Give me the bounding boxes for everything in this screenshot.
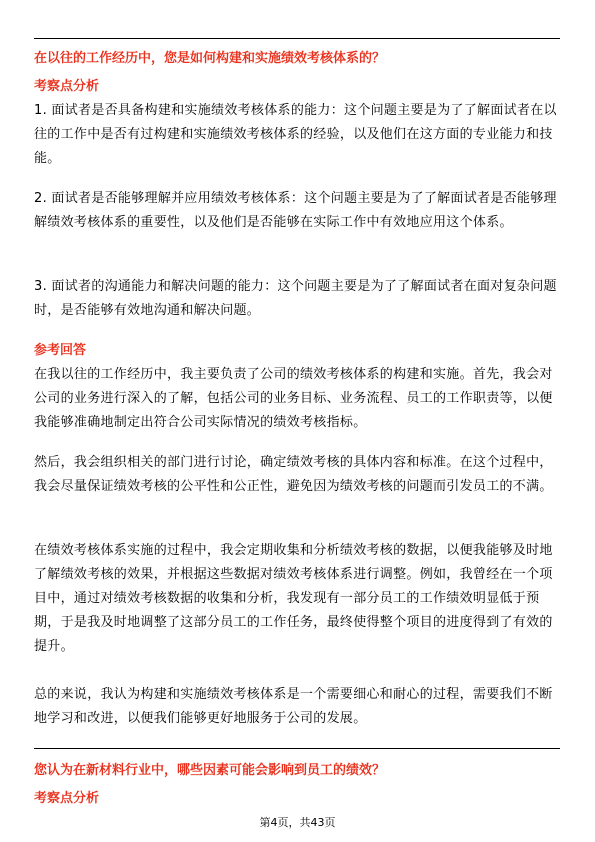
question-1-title: 在以往的工作经历中，您是如何构建和实施绩效考核体系的？ [34,51,386,66]
section-divider [34,748,560,749]
answer-paragraph-4: 总的来说，我认为构建和实施绩效考核体系是一个需要细心和耐心的过程，需要我们不断地学习和改进，以便我们能够更好地服务于公司的发展。 [34,687,553,726]
analysis-item-3: 3. 面试者的沟通能力和解决问题的能力：这个问题主要是为了了解面试者在面对复杂问题时，是否能够有效地沟通和解决问题。 [34,279,557,318]
page-number: 第4页，共43页 [259,816,336,829]
top-divider [34,38,560,39]
analysis-heading-2: 考察点分析 [34,791,100,806]
question-2-title: 您认为在新材料行业中，哪些因素可能会影响到员工的绩效？ [34,763,386,778]
answer-paragraph-1: 在我以往的工作经历中，我主要负责了公司的绩效考核体系的构建和实施。首先，我会对公司的业务进行深入的了解，包括公司的业务目标、业务流程、员工的工作职责等，以便我能够准确地制定出符合公司实际情况的绩效考核指标。 [34,367,553,430]
answer-paragraph-2: 然后，我会组织相关的部门进行讨论，确定绩效考核的具体内容和标准。在这个过程中，我会尽量保证绩效考核的公平性和公正性，避免因为绩效考核的问题而引发员工的不满。 [34,455,553,494]
analysis-heading-1: 考察点分析 [34,79,100,94]
analysis-item-1: 1. 面试者是否具备构建和实施绩效考核体系的能力：这个问题主要是为了了解面试者在以往的工作中是否有过构建和实施绩效考核体系的经验，以及他们在这方面的专业能力和技能。 [34,103,557,166]
answer-paragraph-3: 在绩效考核体系实施的过程中，我会定期收集和分析绩效考核的数据，以便我能够及时地了解绩效考核的效果，并根据这些数据对绩效考核体系进行调整。例如，我曾经在一个项目中，通过对绩效考核数据的收集和分析，我发现有一部分员工的工作绩效明显低于预期，于是我及时地调整了这部分员工的工作任务，最终使得整个项目的进度得到了有效的提升。 [34,543,553,654]
answer-heading-1: 参考回答 [34,343,87,358]
analysis-item-2: 2. 面试者是否能够理解并应用绩效考核体系：这个问题主要是为了了解面试者是否能够理解绩效考核体系的重要性，以及他们是否能够在实际工作中有效地应用这个体系。 [34,191,557,230]
